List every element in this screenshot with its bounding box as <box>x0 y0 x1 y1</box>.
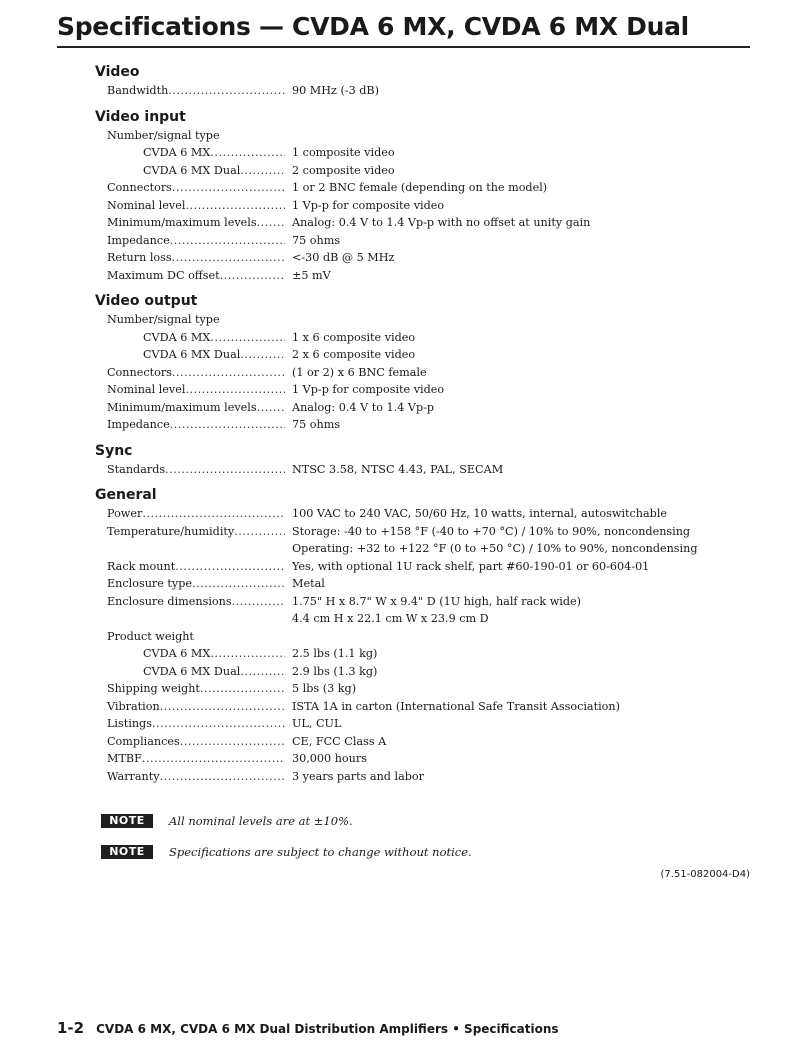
spec-value: NTSC 3.58, NTSC 4.43, PAL, SECAM <box>292 462 504 476</box>
note-text: Specifications are subject to change without notice. <box>169 845 472 859</box>
spec-row <box>95 505 735 523</box>
spec-value: Storage: -40 to +158 °F (-40 to +70 °C) / 10% to 90%, noncondensing <box>292 524 691 538</box>
spec-row <box>95 329 735 347</box>
spec-label-text: Maximum DC offset <box>107 268 220 282</box>
spec-label <box>95 523 285 541</box>
spec-label-text: Compliances <box>107 734 180 748</box>
spec-value: 2 x 6 composite video <box>292 348 416 361</box>
spec-value: 2.5 lbs (1.1 kg) <box>292 647 378 660</box>
note-text: All nominal levels are at ±10%. <box>169 814 353 828</box>
spec-row <box>95 416 735 434</box>
spec-label <box>95 267 285 285</box>
spec-label-text: Enclosure type <box>107 577 193 590</box>
page-number: 1-2 <box>57 1019 85 1037</box>
spec-label <box>95 346 285 364</box>
spec-label <box>95 558 285 576</box>
spec-label-text: Minimum/maximum levels <box>107 216 257 229</box>
spec-label <box>95 399 285 417</box>
spec-label <box>95 197 285 215</box>
spec-value: 1 composite video <box>292 146 395 159</box>
dot-leader <box>210 645 285 663</box>
spec-label-text: CVDA 6 MX <box>143 146 211 159</box>
page-title: Specifications — CVDA 6 MX, CVDA 6 MX Dual <box>57 12 689 41</box>
spec-value: (1 or 2) x 6 BNC female <box>292 365 427 379</box>
spec-row <box>95 645 735 663</box>
spec-label-text: Vibration <box>107 699 160 713</box>
spec-section <box>95 441 735 479</box>
spec-row <box>95 232 735 250</box>
spec-label <box>95 768 285 786</box>
section-heading: Video output <box>95 293 198 309</box>
spec-row <box>95 399 735 417</box>
spec-row <box>95 461 735 479</box>
spec-row <box>95 162 735 180</box>
spec-row <box>95 523 735 541</box>
spec-value: Yes, with optional 1U rack shelf, part #60-190-01 or 60-604-01 <box>292 559 650 573</box>
spec-label-text: Enclosure dimensions <box>107 594 232 608</box>
spec-value: 2 composite video <box>292 163 395 177</box>
spec-row <box>95 249 735 267</box>
spec-row <box>95 346 735 364</box>
spec-label-text: Number/signal type <box>107 128 220 142</box>
dot-leader <box>240 346 285 364</box>
spec-label-text: CVDA 6 MX <box>143 330 211 344</box>
spec-label <box>95 505 285 523</box>
dot-leader <box>142 505 285 523</box>
spec-value: Metal <box>292 577 325 590</box>
spec-value: 5 lbs (3 kg) <box>292 682 357 695</box>
spec-label-text: CVDA 6 MX Dual <box>143 664 241 678</box>
spec-row <box>95 610 735 628</box>
spec-label <box>95 214 285 232</box>
spec-label <box>95 575 285 593</box>
spec-label-text: Shipping weight <box>107 682 200 695</box>
spec-section <box>95 62 735 100</box>
dot-leader <box>152 715 285 733</box>
spec-label <box>95 381 285 399</box>
spec-row <box>95 768 735 786</box>
spec-label-text: CVDA 6 MX Dual <box>143 163 241 177</box>
spec-value: 1 Vp-p for composite video <box>292 198 445 212</box>
spec-section <box>95 485 735 785</box>
spec-row <box>95 364 735 382</box>
dot-leader <box>232 593 285 611</box>
note-badge: NOTE <box>101 845 153 859</box>
spec-row <box>95 267 735 285</box>
spec-section <box>95 291 735 434</box>
spec-row <box>95 540 735 558</box>
spec-label <box>95 329 285 347</box>
spec-value: 100 VAC to 240 VAC, 50/60 Hz, 10 watts, internal, autoswitchable <box>292 507 668 520</box>
note-badge: NOTE <box>101 814 153 828</box>
spec-label <box>95 461 285 479</box>
spec-row <box>95 558 735 576</box>
spec-value: UL, CUL <box>292 717 342 730</box>
spec-label-text: Bandwidth <box>107 84 169 97</box>
spec-label-text: Connectors <box>107 365 172 379</box>
dot-leader <box>185 381 285 399</box>
spec-label <box>95 715 285 733</box>
spec-label <box>95 162 285 180</box>
spec-value: 2.9 lbs (1.3 kg) <box>292 664 378 678</box>
spec-row <box>95 663 735 681</box>
dot-leader <box>142 750 285 768</box>
spec-row <box>95 381 735 399</box>
dot-leader <box>240 162 285 180</box>
spec-label-text: Impedance <box>107 418 170 431</box>
spec-label-text: Impedance <box>107 233 170 247</box>
dot-leader <box>160 698 285 716</box>
spec-label-text: Power <box>107 507 143 520</box>
spec-label-text: Connectors <box>107 181 172 194</box>
title-rule <box>57 46 750 48</box>
spec-label <box>95 311 285 329</box>
spec-value: <-30 dB @ 5 MHz <box>292 251 395 264</box>
spec-label <box>95 364 285 382</box>
spec-row <box>95 214 735 232</box>
spec-label <box>95 733 285 751</box>
document-code: (7.51-082004-D4) <box>660 869 750 880</box>
dot-leader <box>172 364 285 382</box>
spec-label <box>95 144 285 162</box>
spec-value: ±5 mV <box>292 268 331 282</box>
section-heading: Sync <box>95 442 133 459</box>
spec-label <box>95 628 285 646</box>
spec-label-text: Rack mount <box>107 559 176 573</box>
note-row <box>101 845 472 859</box>
dot-leader <box>180 733 285 751</box>
spec-row <box>95 127 735 145</box>
spec-row <box>95 197 735 215</box>
spec-label <box>95 698 285 716</box>
dot-leader <box>257 399 285 417</box>
spec-value: ISTA 1A in carton (International Safe Transit Association) <box>292 699 620 713</box>
dot-leader <box>185 197 285 215</box>
dot-leader <box>160 768 285 786</box>
spec-label <box>95 416 285 434</box>
spec-value: Analog: 0.4 V to 1.4 Vp-p with no offset at unity gain <box>292 216 591 229</box>
spec-label-text: Return loss <box>107 251 172 264</box>
dot-leader <box>257 214 285 232</box>
spec-value: 3 years parts and labor <box>292 769 424 783</box>
section-heading: General <box>95 487 157 503</box>
spec-value: Analog: 0.4 V to 1.4 Vp-p <box>292 400 435 414</box>
spec-label-text: CVDA 6 MX Dual <box>143 348 241 361</box>
spec-label-text: Number/signal type <box>107 313 220 326</box>
dot-leader <box>210 329 285 347</box>
spec-row <box>95 715 735 733</box>
spec-label-text: Warranty <box>107 769 160 783</box>
spec-value: 4.4 cm H x 22.1 cm W x 23.9 cm D <box>292 612 489 625</box>
spec-value: Operating: +32 to +122 °F (0 to +50 °C) / 10% to 90%, noncondensing <box>292 542 698 555</box>
spec-row <box>95 750 735 768</box>
footer-text: CVDA 6 MX, CVDA 6 MX Dual Distribution Amplifiers • Specifications <box>96 1022 559 1036</box>
spec-value: CE, FCC Class A <box>292 734 387 748</box>
section-heading: Video <box>95 64 140 80</box>
dot-leader <box>240 663 285 681</box>
spec-label <box>95 750 285 768</box>
dot-leader <box>165 461 285 479</box>
dot-leader <box>192 575 285 593</box>
note-row <box>101 814 353 828</box>
spec-row <box>95 82 735 100</box>
spec-label <box>95 663 285 681</box>
spec-label <box>95 645 285 663</box>
dot-leader <box>234 523 285 541</box>
spec-row <box>95 575 735 593</box>
spec-row <box>95 680 735 698</box>
spec-row <box>95 144 735 162</box>
spec-label-text: Nominal level <box>107 383 186 396</box>
spec-row <box>95 733 735 751</box>
spec-label <box>95 232 285 250</box>
spec-label-text: Product weight <box>107 629 194 643</box>
spec-row <box>95 698 735 716</box>
spec-label <box>95 127 285 145</box>
dot-leader <box>168 82 285 100</box>
spec-value: 1 x 6 composite video <box>292 330 416 344</box>
spec-row <box>95 593 735 611</box>
spec-label <box>95 179 285 197</box>
spec-value: 90 MHz (-3 dB) <box>292 84 380 97</box>
spec-label-text: Minimum/maximum levels <box>107 400 257 414</box>
dot-leader <box>170 416 285 434</box>
spec-label <box>95 82 285 100</box>
dot-leader <box>170 232 285 250</box>
spec-label <box>95 249 285 267</box>
spec-value: 1.75" H x 8.7" W x 9.4" D (1U high, half rack wide) <box>292 594 582 608</box>
spec-value: 75 ohms <box>292 233 341 247</box>
spec-content <box>95 62 735 792</box>
spec-value: 1 or 2 BNC female (depending on the model) <box>292 181 548 194</box>
spec-row <box>95 311 735 329</box>
spec-value: 30,000 hours <box>292 752 367 765</box>
spec-value: 75 ohms <box>292 418 341 431</box>
page-footer <box>57 1019 559 1037</box>
dot-leader <box>200 680 285 698</box>
dot-leader <box>172 179 285 197</box>
spec-value: 1 Vp-p for composite video <box>292 383 445 396</box>
spec-label-text: MTBF <box>107 752 142 765</box>
spec-label-text: Standards <box>107 462 166 476</box>
section-heading: Video input <box>95 108 186 125</box>
spec-label-text: Temperature/humidity <box>107 524 235 538</box>
spec-label-text: Nominal level <box>107 198 186 212</box>
spec-section <box>95 107 735 285</box>
spec-label-text: Listings <box>107 717 152 730</box>
dot-leader <box>210 144 285 162</box>
spec-label-text: CVDA 6 MX <box>143 647 211 660</box>
spec-row <box>95 179 735 197</box>
spec-label <box>95 593 285 611</box>
dot-leader <box>172 249 285 267</box>
spec-row <box>95 628 735 646</box>
spec-label <box>95 680 285 698</box>
dot-leader <box>220 267 285 285</box>
dot-leader <box>175 558 285 576</box>
